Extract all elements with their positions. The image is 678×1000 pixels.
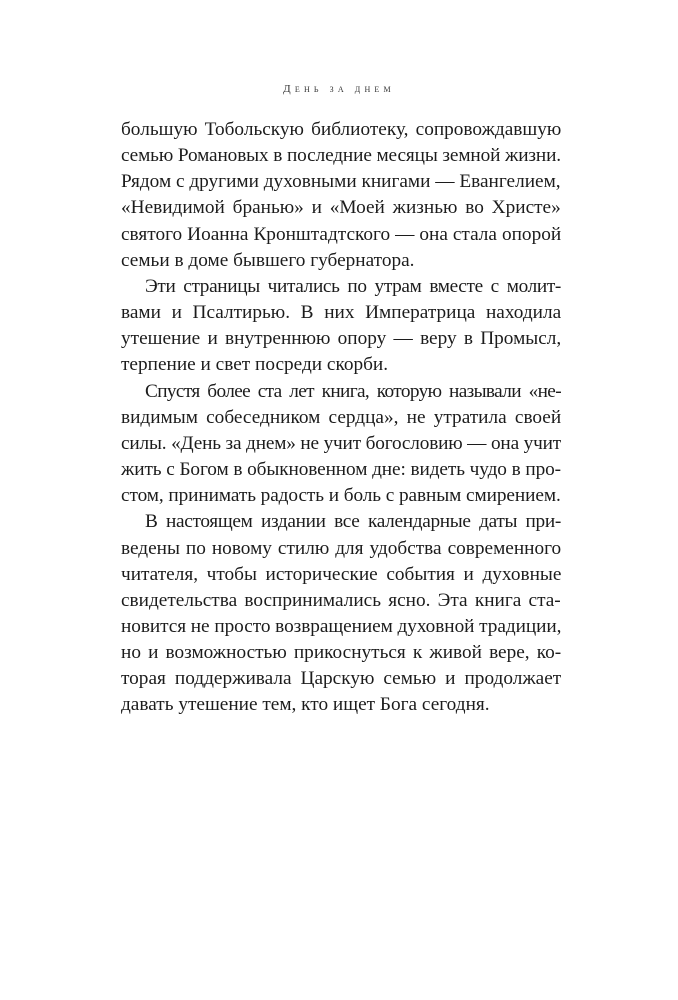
text-line: видимым собеседником сердца», не утратила своей	[121, 406, 562, 428]
body-text	[121, 117, 561, 719]
text-line: Спустя более ста лет книга, которую называли «не-	[145, 380, 561, 402]
text-line: ведены по новому стилю для удобства современного	[121, 537, 562, 559]
text-line: семьи в доме бывшего губернатора.	[121, 249, 415, 271]
text-line: вами и Псалтирью. В них Императрица находила	[121, 302, 562, 324]
paragraph	[121, 274, 561, 379]
text-line: торая поддерживала Царскую семью и продолжает	[121, 668, 562, 690]
paragraph	[121, 117, 561, 274]
text-line: жить с Богом в обыкновенном дне: видеть чудо в про-	[121, 459, 561, 481]
text-line: но и возможностью прикоснуться к живой вере, ко-	[121, 642, 562, 664]
text-line: утешение и внутреннюю опору — веру в Промысл,	[121, 328, 562, 350]
text-line: читателя, чтобы исторические события и духовные	[121, 563, 562, 585]
text-line: силы. «День за днем» не учит богословию — она учит	[121, 432, 561, 454]
running-head: День за днем	[283, 83, 395, 95]
text-line: большую Тобольскую библиотеку, сопровождавшую	[121, 119, 562, 140]
text-line: свидетельства воспринимались ясно. Эта книга ста-	[121, 589, 561, 611]
text-line: новится не просто возвращением духовной традиции,	[121, 615, 562, 637]
text-line: давать утешение тем, кто ищет Бога сегодня.	[121, 694, 490, 716]
text-line: терпение и свет посреди скорби.	[121, 354, 389, 376]
text-line: В настоящем издании все календарные даты при-	[145, 511, 561, 533]
text-line: стом, принимать радость и боль с равным смирением.	[121, 485, 561, 507]
text-line: Эти страницы читались по утрам вместе с молит-	[145, 275, 561, 297]
text-line: семью Романовых в последние месяцы земной жизни.	[121, 145, 561, 167]
paragraph	[121, 509, 561, 718]
text-line: святого Иоанна Кронштадтского — она стала опорой	[121, 223, 562, 245]
text-line: «Невидимой бранью» и «Моей жизнью во Христе»	[121, 197, 561, 219]
text-line: Рядом с другими духовными книгами — Евангелием,	[121, 171, 561, 193]
paragraph	[121, 379, 561, 510]
